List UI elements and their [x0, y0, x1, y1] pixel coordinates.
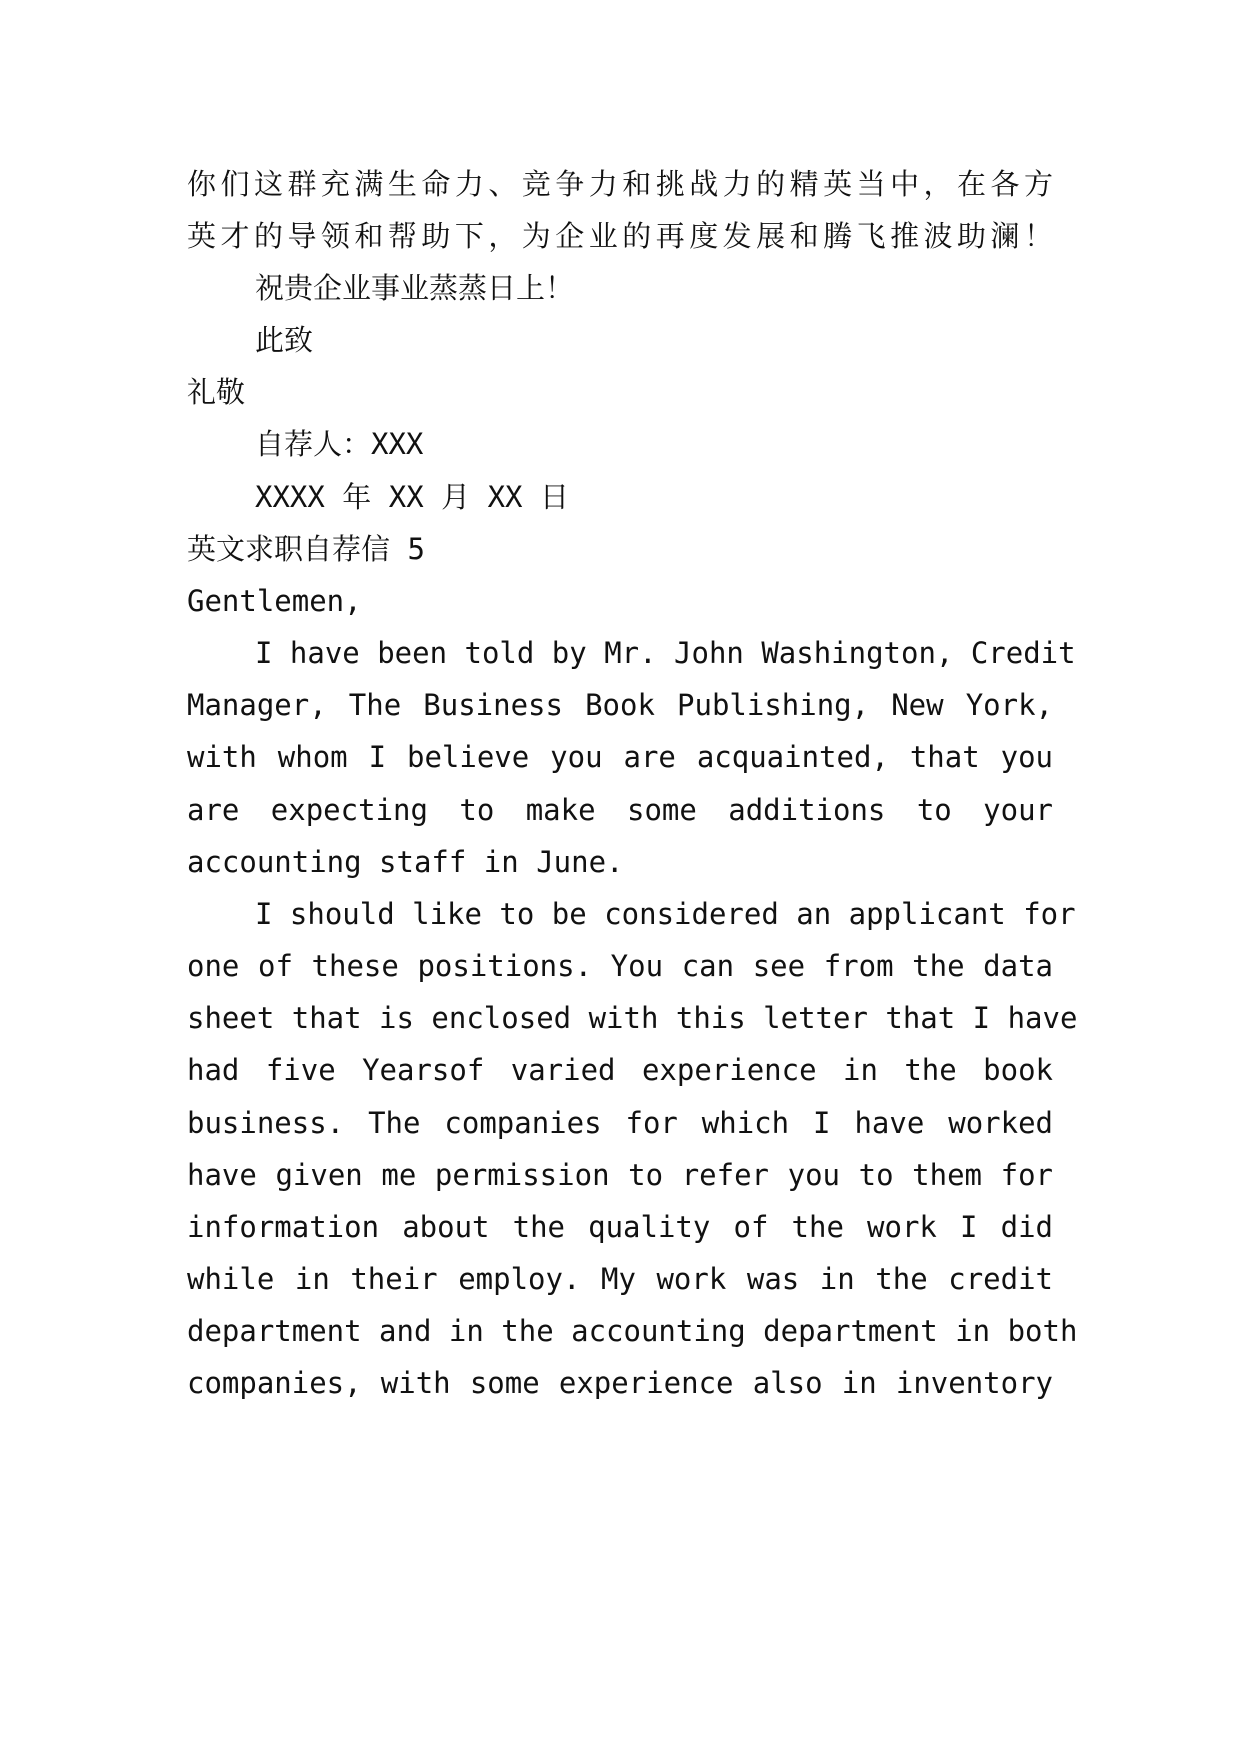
wish-line: 祝贵企业事业蒸蒸日上！ — [255, 271, 575, 305]
signature-line: 自荐人：XXX — [255, 427, 424, 461]
closing-line: 礼敬 — [187, 375, 246, 409]
paragraph-line: had five Yearsof varied experience in the book — [187, 1053, 1053, 1087]
paragraph-line: I should like to be considered an applicant for — [255, 897, 1076, 931]
paragraph-line: companies, with some experience also in inventory — [187, 1366, 1053, 1400]
text-line: 英才的导领和帮助下，为企业的再度发展和腾飞推波助澜！ — [187, 219, 1053, 253]
closing-line: 此致 — [255, 323, 314, 357]
date-line: XXXX 年 XX 月 XX 日 — [255, 480, 569, 514]
paragraph-line: are expecting to make some additions to your — [187, 793, 1053, 827]
paragraph-line: have given me permission to refer you to them for — [187, 1158, 1053, 1192]
paragraph-line: information about the quality of the work I did — [187, 1210, 1053, 1244]
paragraph-line: Manager, The Business Book Publishing, New York, — [187, 688, 1053, 722]
paragraph-line: I have been told by Mr. John Washington, Credit — [255, 636, 1076, 670]
text-line: 你们这群充满生命力、竞争力和挑战力的精英当中，在各方 — [187, 167, 1053, 201]
paragraph-line: department and in the accounting department in both — [187, 1314, 1078, 1348]
paragraph-line: accounting staff in June. — [187, 845, 624, 879]
paragraph-line: while in their employ. My work was in the credit — [187, 1262, 1053, 1296]
salutation: Gentlemen, — [187, 584, 362, 618]
paragraph-line: one of these positions. You can see from the data — [187, 949, 1053, 983]
paragraph-line: with whom I believe you are acquainted, that you — [187, 740, 1053, 774]
section-title: 英文求职自荐信 5 — [187, 532, 425, 566]
paragraph-line: sheet that is enclosed with this letter that I have — [187, 1001, 1078, 1035]
paragraph-line: business. The companies for which I have worked — [187, 1106, 1053, 1140]
